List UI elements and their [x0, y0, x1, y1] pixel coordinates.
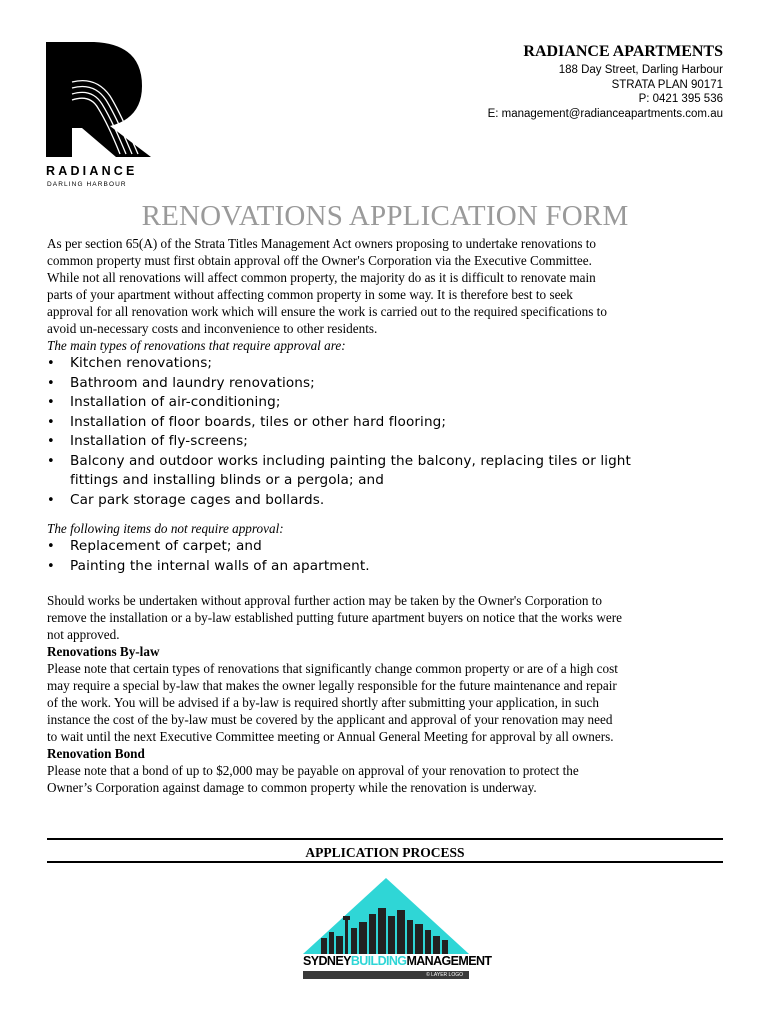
logo-tag-bar — [303, 971, 469, 979]
list-item: • Installation of fly-screens; — [47, 432, 727, 452]
logo-subtitle: DARLING HARBOUR — [47, 181, 127, 188]
intro-line: common property must first obtain approval off the Owner's Corporation via the Executive Committee. — [47, 253, 592, 268]
intro-line: approval for all renovation work which will ensure the work is carried out to the required specifications to — [47, 304, 607, 319]
logo-name: RADIANCE — [46, 164, 138, 178]
bullet-icon: • — [47, 375, 55, 391]
require-approval-heading: The main types of renovations that require approval are: — [47, 338, 346, 353]
require-approval-list — [47, 354, 727, 510]
paragraph-line: remove the installation or a by-law established putting future apartment buyers on notice that the works were — [47, 610, 622, 625]
list-item: • Replacement of carpet; and — [47, 537, 727, 557]
document-body — [47, 235, 727, 796]
bylaw-heading: Renovations By-law — [47, 644, 160, 659]
bullet-icon: • — [47, 453, 55, 469]
list-item: • Balcony and outdoor works including painting the balcony, replacing tiles or light — [47, 452, 727, 472]
logo-wordmark — [303, 954, 492, 968]
email-line: E: management@radianceapartments.com.au — [487, 107, 723, 120]
list-item: • Installation of floor boards, tiles or other hard flooring; — [47, 413, 727, 433]
list-item: • Installation of air-conditioning; — [47, 393, 727, 413]
paragraph-line: not approved. — [47, 627, 120, 642]
bond-paragraph — [47, 762, 727, 796]
intro-line: As per section 65(A) of the Strata Titles Management Act owners proposing to undertake renovations to — [47, 236, 597, 251]
top-divider — [47, 838, 723, 840]
paragraph-line: to wait until the next Executive Committee meeting or Annual General Meeting for approval by all owners. — [47, 729, 614, 744]
no-approval-heading: The following items do not require approval: — [47, 521, 284, 536]
paragraph-line: of the work. You will be advised if a by-law is required shortly after submitting your application, in such — [47, 695, 599, 710]
paragraph-line: may require a special by-law that makes the owner legally responsible for the future maintenance and repair — [47, 678, 617, 693]
radiance-logo — [46, 42, 156, 192]
paragraph-line: instance the cost of the by-law must be covered by the applicant and approval of your renovation may need — [47, 712, 613, 727]
bullet-icon: • — [47, 434, 55, 449]
bullet-icon: • — [47, 356, 55, 371]
no-approval-list — [47, 537, 727, 576]
list-item: • Bathroom and laundry renovations; — [47, 374, 727, 394]
city-skyline-icon — [303, 878, 469, 954]
page-title: RENOVATIONS APPLICATION FORM — [141, 200, 629, 232]
radiance-r-mark — [46, 42, 151, 157]
bylaw-paragraph — [47, 660, 727, 745]
intro-paragraph — [47, 235, 727, 337]
intro-line: While not all renovations will affect common property, the majority do as it is difficult to renovate main — [47, 270, 596, 285]
wordmark-part: SYDNEY — [303, 954, 351, 968]
list-item: • Painting the internal walls of an apartment. — [47, 557, 727, 577]
bullet-icon: • — [47, 414, 55, 430]
intro-line: parts of your apartment without affecting common property in some way. It is therefore best to seek — [47, 287, 573, 302]
bullet-icon: • — [47, 492, 55, 508]
sydney-building-management-logo — [303, 878, 492, 984]
wordmark-part: BUILDING — [350, 954, 407, 968]
phone-line: P: 0421 395 536 — [638, 93, 723, 105]
organisation-name: RADIANCE APARTMENTS — [523, 43, 723, 60]
paragraph-line: Please note that a bond of up to $2,000 may be payable on approval of your renovation to protect the — [47, 763, 579, 778]
wordmark-part: MANAGEMENT — [406, 954, 492, 968]
intro-line: avoid un-necessary costs and inconvenience to other residents. — [47, 321, 378, 336]
bullet-icon: • — [47, 539, 55, 554]
bullet-icon: • — [47, 558, 55, 574]
list-item: • Kitchen renovations; — [47, 354, 727, 374]
address-line: 188 Day Street, Darling Harbour — [558, 64, 723, 76]
list-item: • Car park storage cages and bollards. — [47, 491, 727, 511]
logo-tag: © LAYER LOGO — [426, 972, 463, 978]
bond-heading: Renovation Bond — [47, 746, 145, 761]
paragraph-line: Should works be undertaken without approval further action may be taken by the Owner's Corporation to — [47, 593, 603, 608]
bottom-divider — [47, 861, 723, 863]
list-item-continuation: fittings and installing blinds or a pergola; and — [70, 472, 384, 488]
further-action-paragraph — [47, 592, 727, 643]
application-process-heading: APPLICATION PROCESS — [305, 845, 465, 860]
paragraph-line: Please note that certain types of renovations that significantly change common property or are of a high cost — [47, 661, 618, 676]
strata-plan-line: STRATA PLAN 90171 — [611, 78, 723, 91]
paragraph-line: Owner’s Corporation against damage to common property while the renovation is underway. — [47, 780, 537, 795]
contact-block — [488, 43, 723, 121]
bullet-icon: • — [47, 395, 55, 410]
